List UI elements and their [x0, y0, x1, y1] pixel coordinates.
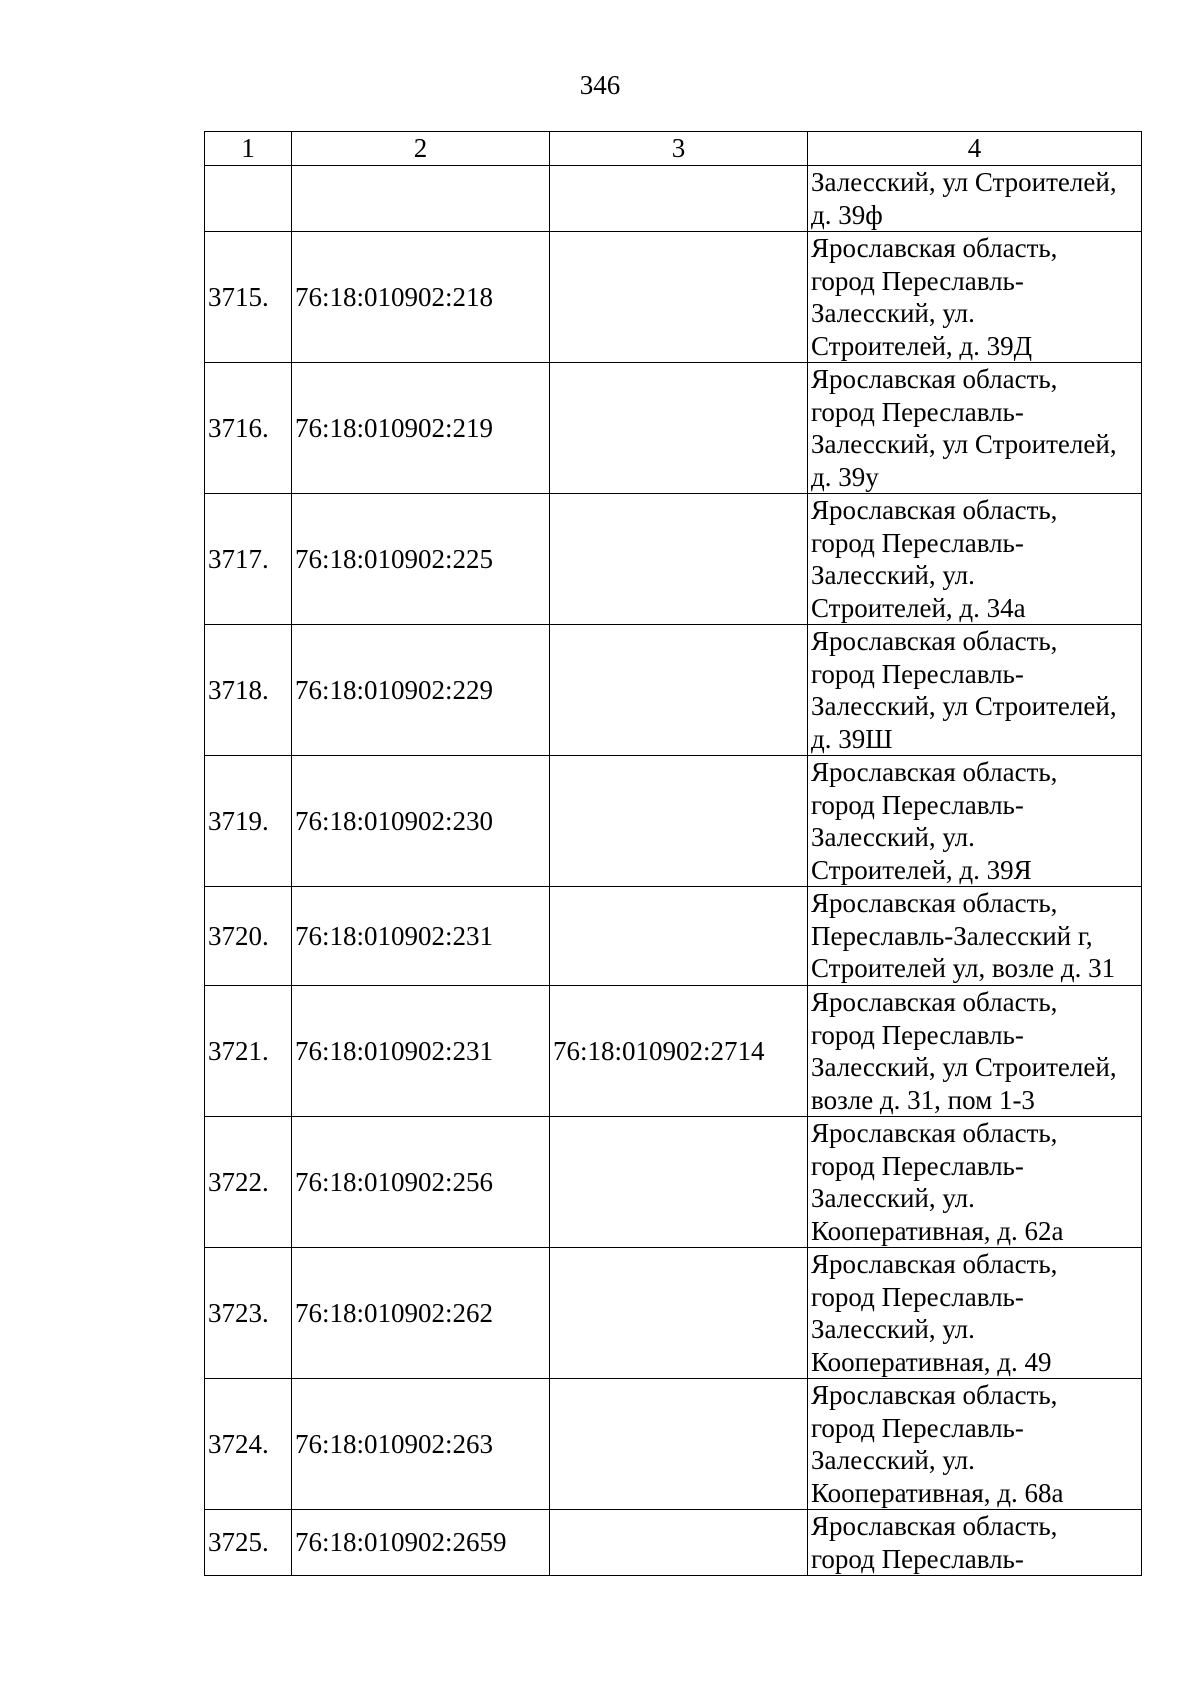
cadastral-number: 76:18:010902:2659	[292, 1510, 550, 1576]
address: Ярославская область, город Переславль- Залесский, ул Строителей, д. 39у	[808, 363, 1142, 494]
table-row	[205, 1379, 1142, 1510]
linked-cadastral-number	[550, 756, 808, 887]
address: Ярославская область, город Переславль- Залесский, ул. Кооперативная, д. 62а	[808, 1117, 1142, 1248]
linked-cadastral-number	[550, 1117, 808, 1248]
address: Ярославская область, город Переславль- Залесский, ул. Строителей, д. 39Я	[808, 756, 1142, 887]
table-row	[205, 1117, 1142, 1248]
table-row	[205, 756, 1142, 887]
column-header-3: 3	[550, 132, 808, 166]
address: Ярославская область, город Переславль- Залесский, ул. Строителей, д. 39Д	[808, 232, 1142, 363]
linked-cadastral-number	[550, 232, 808, 363]
table-row	[205, 494, 1142, 625]
linked-cadastral-number	[550, 1248, 808, 1379]
table-row	[205, 986, 1142, 1117]
table-row	[205, 363, 1142, 494]
linked-cadastral-number	[550, 1379, 808, 1510]
table-row	[205, 887, 1142, 986]
table-row	[205, 166, 1142, 232]
row-number: 3715.	[205, 232, 292, 363]
column-header-4: 4	[808, 132, 1142, 166]
linked-cadastral-number	[550, 1510, 808, 1576]
table-row	[205, 232, 1142, 363]
address: Ярославская область, город Переславль- Залесский, ул Строителей, возле д. 31, пом 1-3	[808, 986, 1142, 1117]
address: Ярославская область, город Переславль- Залесский, ул. Кооперативная, д. 49	[808, 1248, 1142, 1379]
table-row	[205, 625, 1142, 756]
row-number: 3719.	[205, 756, 292, 887]
row-number: 3720.	[205, 887, 292, 986]
registry-table	[204, 131, 1142, 1576]
address: Ярославская область, город Переславль- Залесский, ул Строителей, д. 39Ш	[808, 625, 1142, 756]
cadastral-number: 76:18:010902:263	[292, 1379, 550, 1510]
cadastral-number: 76:18:010902:218	[292, 232, 550, 363]
address: Залесский, ул Строителей, д. 39ф	[808, 166, 1142, 232]
linked-cadastral-number	[550, 166, 808, 232]
row-number: 3724.	[205, 1379, 292, 1510]
column-header-1: 1	[205, 132, 292, 166]
row-number: 3721.	[205, 986, 292, 1117]
cadastral-number: 76:18:010902:225	[292, 494, 550, 625]
cadastral-number: 76:18:010902:256	[292, 1117, 550, 1248]
table-row	[205, 1248, 1142, 1379]
cadastral-number	[292, 166, 550, 232]
page-number: 346	[579, 70, 621, 100]
cadastral-number: 76:18:010902:230	[292, 756, 550, 887]
cadastral-number: 76:18:010902:262	[292, 1248, 550, 1379]
linked-cadastral-number: 76:18:010902:2714	[550, 986, 808, 1117]
linked-cadastral-number	[550, 363, 808, 494]
row-number: 3725.	[205, 1510, 292, 1576]
linked-cadastral-number	[550, 494, 808, 625]
address: Ярославская область, Переславль-Залесский г, Строителей ул, возле д. 31	[808, 887, 1142, 986]
linked-cadastral-number	[550, 625, 808, 756]
row-number: 3718.	[205, 625, 292, 756]
cadastral-number: 76:18:010902:231	[292, 986, 550, 1117]
address: Ярославская область, город Переславль-	[808, 1510, 1142, 1576]
row-number: 3722.	[205, 1117, 292, 1248]
row-number: 3723.	[205, 1248, 292, 1379]
address: Ярославская область, город Переславль- Залесский, ул. Строителей, д. 34а	[808, 494, 1142, 625]
cadastral-number: 76:18:010902:219	[292, 363, 550, 494]
row-number	[205, 166, 292, 232]
column-header-2: 2	[292, 132, 550, 166]
row-number: 3716.	[205, 363, 292, 494]
address: Ярославская область, город Переславль- Залесский, ул. Кооперативная, д. 68а	[808, 1379, 1142, 1510]
linked-cadastral-number	[550, 887, 808, 986]
cadastral-number: 76:18:010902:231	[292, 887, 550, 986]
table-row	[205, 1510, 1142, 1576]
row-number: 3717.	[205, 494, 292, 625]
header-row	[205, 132, 1142, 166]
cadastral-number: 76:18:010902:229	[292, 625, 550, 756]
